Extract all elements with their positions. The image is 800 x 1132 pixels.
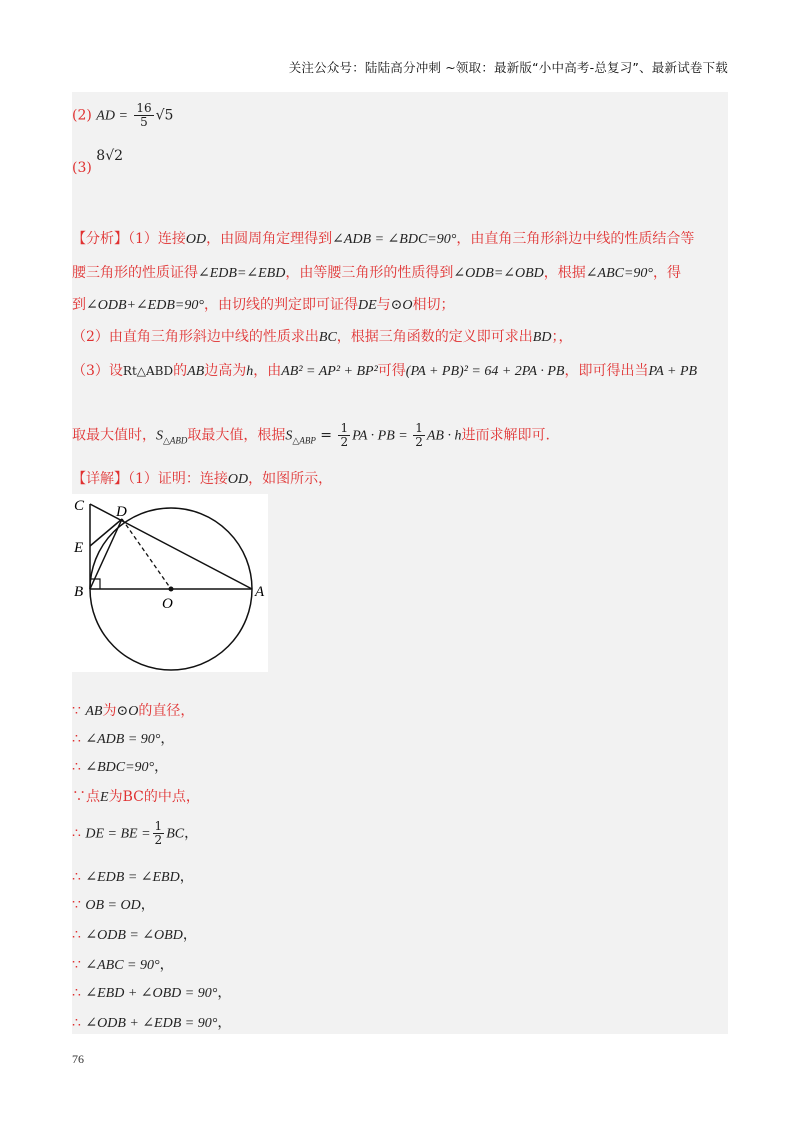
- answer-2-root: √5: [155, 107, 174, 124]
- analysis-text: ，根据: [543, 265, 586, 281]
- proof-line-4: [72, 786, 200, 806]
- math-ab: AB: [187, 364, 205, 379]
- math-eq: =: [315, 427, 337, 444]
- math-angle: ∠ODB+∠EDB=90°: [86, 298, 204, 313]
- because-symbol: ∵: [72, 897, 81, 913]
- math-eq: DE = BE =: [85, 826, 151, 842]
- analysis-text: ，由等腰三角形的性质得到: [285, 265, 454, 281]
- geometry-figure: [72, 494, 268, 672]
- math-bc: BC: [166, 826, 185, 842]
- because-symbol: ∵: [72, 789, 86, 805]
- proof-text: 点: [86, 789, 100, 805]
- proof-line-6: [72, 866, 194, 886]
- analysis-text: 与: [376, 297, 391, 313]
- center-point: [169, 587, 174, 592]
- math-rt-abd: Rt△ABD: [122, 364, 174, 378]
- proof-line-9: [72, 954, 174, 974]
- answer-2-prefix: (2): [72, 107, 92, 124]
- analysis-text: 【分析】（1）连接: [72, 231, 186, 247]
- math-angle: ∠ABC = 90°: [85, 958, 160, 973]
- math-angle: ∠ODB + ∠EDB = 90°: [85, 1016, 218, 1031]
- answer-3-value: 8√2: [96, 148, 124, 164]
- math-subscript: △ABD: [163, 435, 188, 446]
- label-d: D: [116, 504, 127, 520]
- frac-den: 2: [154, 833, 163, 847]
- math-e: E: [100, 790, 109, 805]
- therefore-symbol: ∴: [72, 825, 81, 842]
- math-bd: BD: [532, 330, 552, 345]
- therefore-symbol: ∴: [72, 731, 81, 747]
- analysis-text: 取最大值，根据: [187, 427, 286, 444]
- math-s: S: [156, 428, 163, 444]
- proof-line-10: [72, 982, 231, 1002]
- detail-title: [72, 468, 332, 488]
- proof-line-8: [72, 924, 197, 944]
- math-half: [338, 422, 350, 449]
- analysis-line-5: [72, 360, 697, 380]
- math-half: [413, 422, 425, 449]
- proof-punct: ，: [159, 957, 174, 973]
- proof-punct: ，: [217, 985, 232, 1001]
- math-od: OD: [227, 472, 249, 487]
- math-angle: ∠ADB = 90°: [85, 732, 161, 747]
- frac-num: 1: [340, 421, 349, 435]
- analysis-text: 进而求解即可.: [461, 427, 550, 444]
- answer-2-numerator: 16: [136, 101, 152, 115]
- analysis-text: 可得: [377, 363, 406, 379]
- therefore-symbol: ∴: [72, 1015, 81, 1031]
- analysis-line-2: [72, 262, 681, 282]
- proof-line-7: [72, 894, 155, 914]
- math-angle: ∠EDB=∠EBD: [198, 266, 286, 281]
- math-angle: ∠EBD + ∠OBD = 90°: [85, 986, 218, 1001]
- analysis-text: 边高为: [204, 363, 247, 379]
- segment-ca: [90, 504, 252, 589]
- analysis-text: ，得: [653, 265, 682, 281]
- analysis-line-1: [72, 228, 694, 248]
- analysis-line-4: [72, 326, 572, 346]
- frac-num: 1: [415, 421, 423, 435]
- analysis-text: ，即可得出当: [564, 363, 649, 379]
- math-angle: ∠ODB=∠OBD: [453, 266, 544, 281]
- circle-diagram: [72, 494, 268, 672]
- analysis-text: 相切；: [412, 297, 455, 313]
- proof-punct: ，: [182, 927, 197, 943]
- math-expansion: (PA + PB)² = 64 + 2PA · PB: [405, 364, 565, 379]
- answer-2: [72, 102, 173, 129]
- segment-ed: [90, 519, 122, 546]
- therefore-symbol: ∴: [72, 869, 81, 885]
- analysis-text: ，根据三角函数的定义即可求出: [336, 329, 533, 345]
- because-symbol: ∵: [72, 703, 81, 719]
- analysis-text: ，由: [253, 363, 282, 379]
- detail-text: ，如图所示，: [248, 471, 333, 487]
- analysis-text: 取最大值时，: [72, 427, 156, 444]
- analysis-line-3: [72, 294, 454, 314]
- math-h: h: [246, 364, 254, 379]
- therefore-symbol: ∴: [72, 985, 81, 1001]
- math-bc: BC: [318, 330, 337, 345]
- math-s: S: [285, 428, 293, 444]
- answer-2-lhs: AD =: [96, 108, 128, 124]
- analysis-text: ；，: [551, 329, 573, 345]
- math-angle: ∠ODB = ∠OBD: [85, 928, 183, 943]
- proof-line-2: [72, 728, 174, 748]
- math-de: DE: [357, 298, 377, 313]
- math-product: PA · PB =: [352, 428, 412, 444]
- label-e: E: [74, 540, 84, 556]
- analysis-line-6: [72, 422, 550, 449]
- therefore-symbol: ∴: [72, 927, 81, 943]
- frac-den: 2: [415, 435, 423, 449]
- label-b: B: [74, 584, 84, 600]
- frac-den: 2: [340, 435, 349, 449]
- math-pa-pb: PA + PB: [648, 364, 698, 379]
- answer-3-prefix: (3): [72, 160, 92, 176]
- math-angle: ∠BDC=90°: [85, 760, 155, 775]
- analysis-text: （2）由直角三角形斜边中线的性质求出: [72, 329, 319, 345]
- answer-3: [72, 148, 124, 176]
- math-angle: ∠ADB = ∠BDC=90°: [332, 232, 457, 247]
- math-od: OD: [185, 232, 207, 247]
- page-header: 关注公众号：陆陆高分冲刺 ~领取：最新版“小中高考-总复习”、最新试卷下载: [288, 60, 728, 75]
- analysis-text: ，由圆周角定理得到: [206, 231, 333, 247]
- math-subscript: △ABP: [292, 435, 316, 446]
- proof-punct: ，: [154, 759, 169, 775]
- content-panel: [72, 92, 728, 1034]
- proof-punct: ，: [140, 897, 155, 913]
- math-circle-o: ⊙O: [390, 298, 413, 313]
- proof-text: 为: [102, 703, 117, 719]
- math-angle: ∠EDB = ∠EBD: [85, 870, 180, 885]
- analysis-text: 腰三角形的性质证得: [72, 265, 198, 281]
- proof-line-3: [72, 756, 168, 776]
- math-pythagoras: AB² = AP² + BP²: [281, 364, 378, 379]
- page-number: 76: [72, 1052, 84, 1066]
- label-o: O: [162, 596, 173, 612]
- proof-text: 为: [108, 789, 123, 805]
- math-circle-o: ⊙O: [116, 704, 139, 719]
- proof-line-11: [72, 1012, 231, 1032]
- proof-punct: ，: [217, 1015, 232, 1031]
- analysis-text: ，由切线的判定即可证得: [203, 297, 358, 313]
- label-c: C: [74, 498, 85, 514]
- proof-punct: ，: [160, 731, 175, 747]
- label-a: A: [255, 584, 265, 600]
- math-ab-h: AB · h: [426, 428, 462, 444]
- proof-punct: ，: [179, 869, 194, 885]
- analysis-text: ，由直角三角形斜边中线的性质结合等: [456, 231, 695, 247]
- answer-2-fraction: [134, 102, 153, 129]
- analysis-text: 到: [72, 297, 86, 313]
- proof-punct: ，: [184, 825, 199, 842]
- proof-line-1: [72, 700, 194, 720]
- answer-2-denominator: 5: [140, 115, 148, 129]
- detail-text: 【详解】（1）证明：连接: [72, 471, 228, 487]
- analysis-text: （3）设: [72, 363, 123, 379]
- because-symbol: ∵: [72, 957, 81, 973]
- math-eq: OB = OD: [85, 898, 141, 913]
- math-ab: AB: [85, 704, 103, 719]
- math-angle: ∠ABC=90°: [585, 266, 654, 281]
- proof-text: BC的中点，: [122, 789, 200, 805]
- analysis-text: 的: [173, 363, 188, 379]
- math-half: [153, 820, 165, 847]
- therefore-symbol: ∴: [72, 759, 81, 775]
- proof-text: 的直径，: [138, 703, 195, 719]
- proof-line-5: [72, 820, 198, 847]
- frac-num: 1: [154, 819, 163, 833]
- segment-od-dashed: [122, 519, 171, 589]
